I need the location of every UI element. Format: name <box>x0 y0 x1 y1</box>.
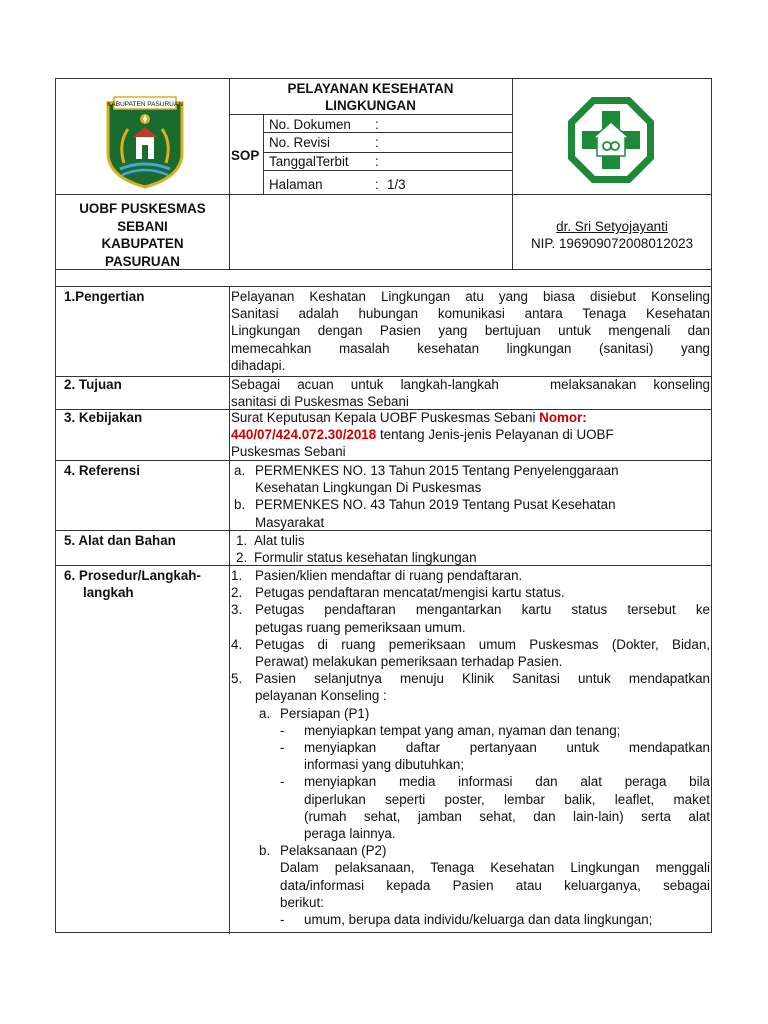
pelaksanaan-line: berikut: <box>280 894 324 910</box>
persiapan-line: informasi yang dibutuhkan; <box>304 757 465 773</box>
substep-title: Pelaksanaan (P2) <box>280 843 387 859</box>
prosedur-substep-b <box>255 842 710 928</box>
referensi-line: Masyarakat <box>255 514 325 530</box>
dash-bullet: - <box>280 912 285 928</box>
alat-marker: 2. <box>236 550 248 566</box>
referensi-marker: a. <box>234 463 246 478</box>
persiapan-line: diperlukan seperti poster, lembar balik, leaflet, maket <box>304 791 710 807</box>
persiapan-line: menyiapkan tempat yang aman, nyaman dan tenang; <box>304 722 621 738</box>
referensi-line: PERMENKES NO. 43 Tahun 2019 Tentang Pusat Kesehatan <box>255 497 616 513</box>
org-line-1: UOBF PUSKESMAS <box>79 201 206 216</box>
persiapan-item <box>280 722 710 739</box>
substep-marker: b. <box>259 843 271 859</box>
label-prosedur <box>64 567 201 601</box>
puskesmas-logo <box>565 94 657 186</box>
step-line: petugas ruang pemeriksaan umum. <box>255 619 466 635</box>
pelaksanaan-line: data/informasi kepada Pasien atau keluarganya, sebagai <box>280 877 710 893</box>
sop-document <box>55 78 712 933</box>
label-referensi: 4. Referensi <box>64 463 140 478</box>
persiapan-line: menyiapkan media informasi dan alat peraga bila <box>304 774 710 790</box>
field-no-dokumen-label: No. Dokumen <box>269 117 351 132</box>
referensi-line: Kesehatan Lingkungan Di Puskesmas <box>255 480 482 496</box>
pengertian-line: Pelayanan Keshatan Lingkungan atu yang biasa disiebut Konseling <box>231 289 710 304</box>
label-kebijakan: 3. Kebijakan <box>64 410 143 425</box>
step-line: Petugas pendaftaran mengantarkan kartu status tersebut ke <box>255 602 710 618</box>
kebijakan-text: Puskesmas Sebani <box>231 444 346 460</box>
field-no-dokumen-sep: : <box>375 117 379 132</box>
field-halaman-sep: : <box>375 177 379 192</box>
kebijakan-text: Surat Keputusan Kepala UOBF Puskesmas Sebani <box>231 410 540 425</box>
prosedur-step <box>231 567 710 584</box>
referensi-line: PERMENKES NO. 13 Tahun 2015 Tentang Penyelenggaraan <box>255 463 619 478</box>
persiapan-line: peraga lainnya. <box>304 826 396 842</box>
sop-label: SOP <box>231 148 260 163</box>
substep-title: Persiapan (P1) <box>280 705 370 721</box>
title-line-2: LINGKUNGAN <box>325 98 416 113</box>
step-marker: 2. <box>231 585 243 601</box>
list-alat-bahan <box>236 532 710 566</box>
referensi-item <box>234 496 710 530</box>
signer-block <box>512 218 712 252</box>
text-pengertian <box>231 288 710 374</box>
alat-item <box>236 549 710 566</box>
prosedur-label-line-2: langkah <box>83 585 134 601</box>
field-tanggal-terbit-sep: : <box>375 154 379 169</box>
shield-emblem-icon <box>100 93 190 189</box>
pelaksanaan-item <box>280 911 710 928</box>
title-line-1: PELAYANAN KESEHATAN <box>287 81 454 96</box>
body-col-line <box>229 286 230 934</box>
organization-name <box>56 200 229 270</box>
list-referensi <box>234 462 710 531</box>
dash-bullet: - <box>280 722 285 738</box>
step-line: Pasien selanjutnya menuju Klinik Sanitasi untuk mendapatkan <box>255 671 710 687</box>
step-line: Petugas di ruang pemeriksaan umum Puskesmas (Dokter, Bidan, <box>255 636 710 652</box>
title-divider <box>229 114 512 115</box>
pengertian-line: Lingkungan dengan Pasien yang bertujuan untuk mengenali dan <box>231 323 710 339</box>
tujuan-line: sanitasi di Puskesmas Sebani <box>231 394 409 410</box>
pengertian-line: Sanitasi adalah hubungan komunikasi antara Tenaga Kesehatan <box>231 306 710 322</box>
step-line: Pasien/klien mendaftar di ruang pendaftaran. <box>255 568 523 583</box>
field-tanggal-terbit-label: TanggalTerbit <box>269 154 349 169</box>
alat-text: Alat tulis <box>254 533 305 548</box>
step-line: Perawat) melakukan pemeriksaan terhadap Pasien. <box>255 654 563 670</box>
svg-text:KABUPATEN PASURUAN: KABUPATEN PASURUAN <box>107 101 183 108</box>
persiapan-line: menyiapkan daftar pertanyaan untuk mendapatkan <box>304 740 710 756</box>
org-line-2: SEBANI <box>117 218 168 234</box>
puskesmas-cross-icon <box>565 94 657 186</box>
prosedur-step <box>231 584 710 601</box>
step-marker: 4. <box>231 636 243 652</box>
pelaksanaan-item-line: umum, berupa data individu/keluarga dan data lingkungan; <box>304 912 653 928</box>
step-marker: 3. <box>231 602 243 618</box>
field-no-revisi-label: No. Revisi <box>269 135 331 150</box>
kebijakan-nomor-value: 440/07/424.072.30/2018 <box>231 427 377 443</box>
label-alat-bahan: 5. Alat dan Bahan <box>64 533 176 548</box>
prosedur-label-line-1: 6. Prosedur/Langkah- <box>64 568 201 583</box>
pengertian-line: dihadapi. <box>231 357 286 373</box>
org-line-4: PASURUAN <box>105 253 180 269</box>
field-halaman-value: 1/3 <box>387 177 406 192</box>
list-prosedur <box>231 567 710 928</box>
prosedur-step <box>231 670 710 928</box>
pengertian-line: memecahkan masalah kesehatan lingkungan (sanitasi) yang <box>231 340 710 356</box>
persiapan-line: (rumah sehat, jamban sehat, dan lain-lain) serta alat <box>304 808 710 824</box>
text-tujuan <box>231 376 710 410</box>
field-line-3 <box>263 170 512 171</box>
step-marker: 1. <box>231 568 243 583</box>
substep-marker: a. <box>259 705 271 721</box>
label-pengertian: 1.Pengertian <box>64 289 145 304</box>
kebijakan-nomor-label: Nomor: <box>539 410 587 425</box>
prosedur-substep-a <box>255 705 710 843</box>
dash-bullet: - <box>280 740 285 756</box>
tujuan-line: Sebagai acuan untuk langkah-langkah melaksanakan konseling <box>231 377 710 392</box>
document-title <box>229 80 512 114</box>
spacer-bottom-line <box>56 286 711 287</box>
referensi-item <box>234 462 710 496</box>
alat-text: Formulir status kesehatan lingkungan <box>254 550 477 566</box>
alat-item <box>236 532 710 549</box>
signer-name: dr. Sri Setyojayanti <box>556 219 668 234</box>
field-no-revisi-sep: : <box>375 135 379 150</box>
step-line: Petugas pendaftaran mencatat/mengisi kartu status. <box>255 585 565 601</box>
org-line-3: KABUPATEN <box>101 236 184 251</box>
signer-nip: NIP. 196909072008012023 <box>530 236 694 251</box>
referensi-marker: b. <box>234 497 246 513</box>
header-divider <box>56 194 711 195</box>
sop-divider <box>263 114 264 194</box>
step-marker: 5. <box>231 671 243 687</box>
prosedur-step <box>231 601 710 635</box>
step-line: pelayanan Konseling : <box>255 688 387 704</box>
text-kebijakan <box>231 409 710 461</box>
dash-bullet: - <box>280 774 285 790</box>
pelaksanaan-line: Dalam pelaksanaan, Tenaga Kesehatan Lingkungan menggali <box>280 860 710 876</box>
alat-marker: 1. <box>236 533 248 548</box>
kabupaten-pasuruan-logo <box>100 93 190 189</box>
prosedur-step <box>231 636 710 670</box>
kebijakan-text: tentang Jenis-jenis Pelayanan di UOBF <box>376 427 614 443</box>
persiapan-item <box>280 773 710 842</box>
label-tujuan: 2. Tujuan <box>64 377 122 392</box>
persiapan-item <box>280 739 710 773</box>
field-halaman-label: Halaman <box>269 177 323 192</box>
